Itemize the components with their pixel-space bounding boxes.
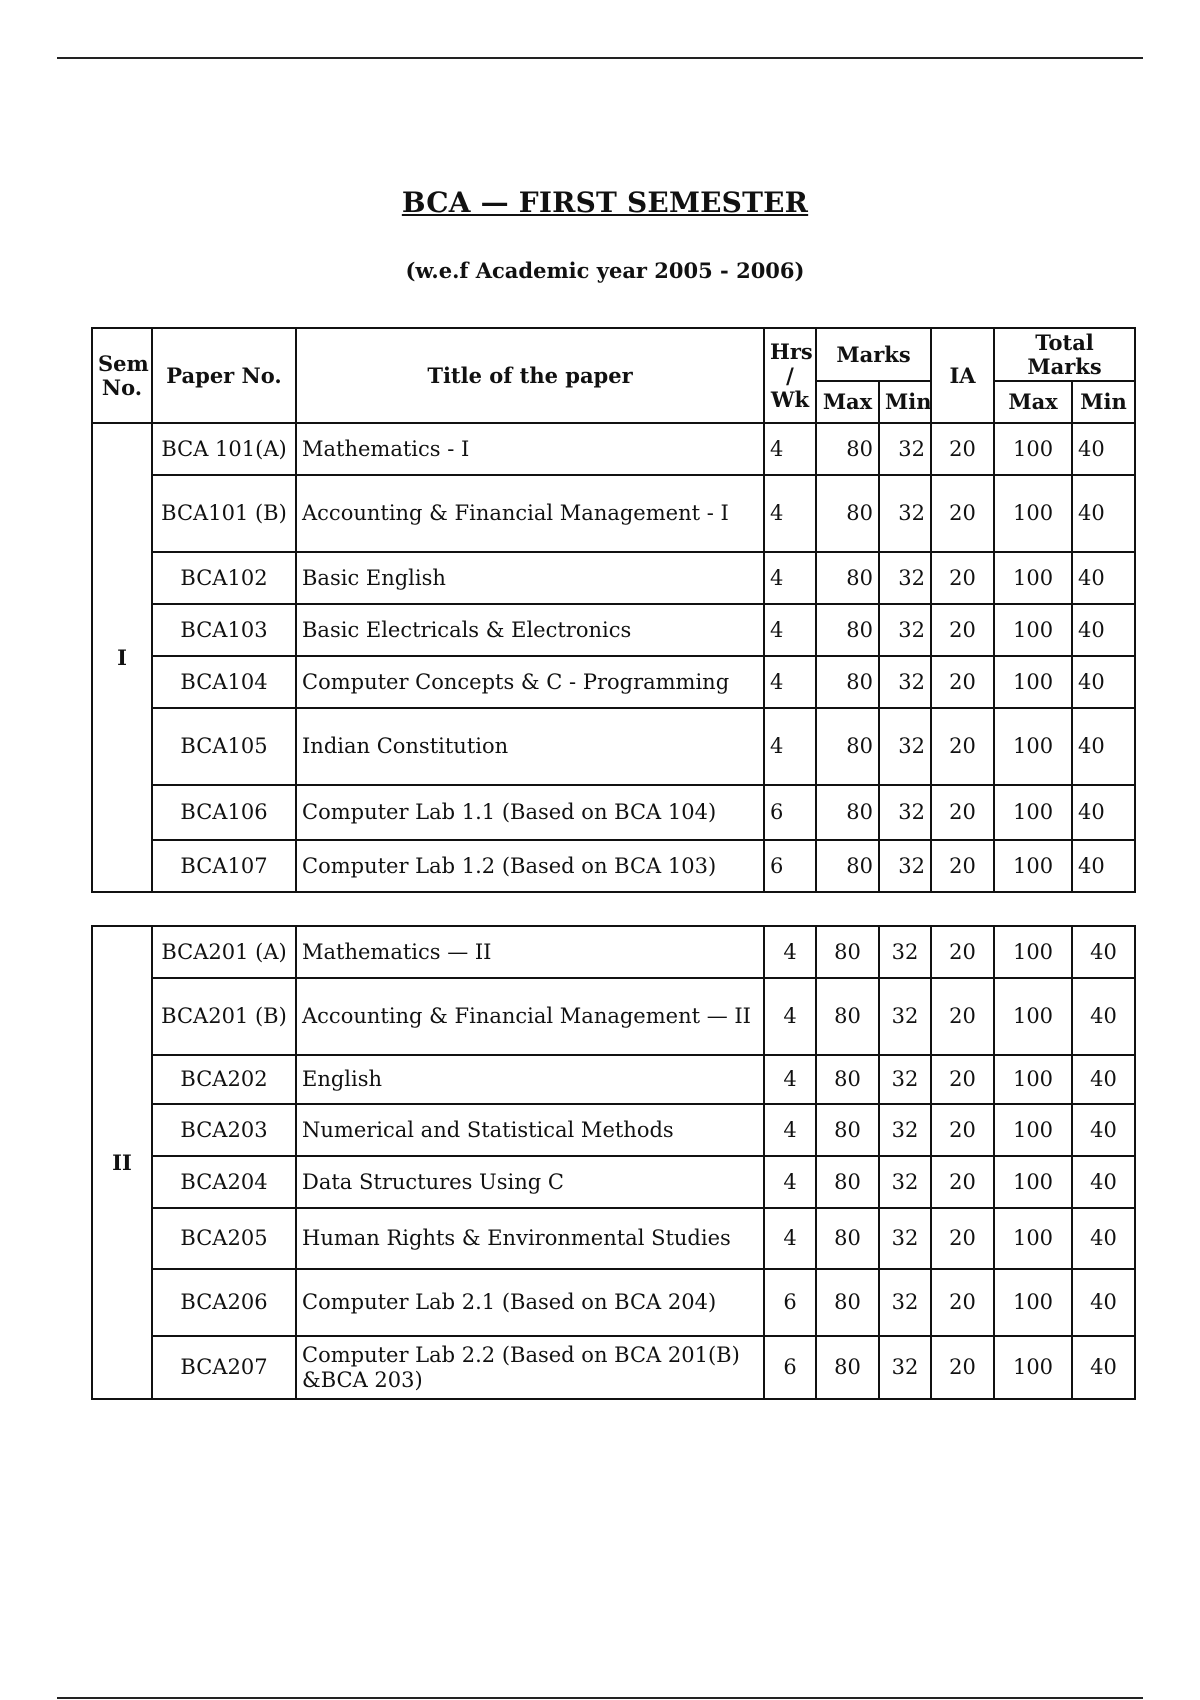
total-max-cell: 100 — [994, 1269, 1072, 1336]
header-ia: IA — [931, 328, 994, 423]
table-row — [92, 552, 1135, 604]
total-max-cell: 100 — [994, 1208, 1072, 1269]
paper-no-cell: BCA203 — [152, 1104, 296, 1156]
table-row — [92, 785, 1135, 840]
ia-cell: 20 — [931, 1104, 994, 1156]
header-sem-no: Sem No. — [92, 328, 152, 423]
total-min-cell: 40 — [1072, 604, 1135, 656]
paper-no-cell: BCA 101(A) — [152, 423, 296, 475]
marks-max-cell: 80 — [816, 1055, 879, 1104]
hrs-cell: 4 — [764, 926, 816, 978]
hrs-cell: 4 — [764, 423, 816, 475]
hrs-cell: 6 — [764, 785, 816, 840]
marks-min-cell: 32 — [879, 423, 931, 475]
paper-no-cell: BCA207 — [152, 1336, 296, 1399]
total-min-cell: 40 — [1072, 840, 1135, 892]
hrs-cell: 4 — [764, 604, 816, 656]
total-min-cell: 40 — [1072, 1336, 1135, 1399]
marks-min-cell: 32 — [879, 604, 931, 656]
paper-no-cell: BCA106 — [152, 785, 296, 840]
total-max-cell: 100 — [994, 1156, 1072, 1208]
total-max-cell: 100 — [994, 475, 1072, 552]
header-marks-min: Min — [879, 381, 931, 423]
ia-cell: 20 — [931, 423, 994, 475]
ia-cell: 20 — [931, 926, 994, 978]
marks-max-cell: 80 — [816, 656, 879, 708]
marks-max-cell: 80 — [816, 1208, 879, 1269]
table-row — [92, 475, 1135, 552]
marks-min-cell: 32 — [879, 708, 931, 785]
paper-title-cell: Mathematics - I — [296, 423, 764, 475]
hrs-cell: 4 — [764, 1104, 816, 1156]
marks-min-cell: 32 — [879, 840, 931, 892]
hrs-cell: 4 — [764, 475, 816, 552]
ia-cell: 20 — [931, 656, 994, 708]
marks-min-cell: 32 — [879, 552, 931, 604]
paper-title-cell: Accounting & Financial Management - I — [296, 475, 764, 552]
page-title: BCA — FIRST SEMESTER — [401, 186, 809, 219]
paper-title-cell: Accounting & Financial Management — II — [296, 978, 764, 1055]
table-row — [92, 1336, 1135, 1399]
total-min-cell: 40 — [1072, 1208, 1135, 1269]
header-paper-no: Paper No. — [152, 328, 296, 423]
marks-min-cell: 32 — [879, 1156, 931, 1208]
paper-no-cell: BCA201 (B) — [152, 978, 296, 1055]
total-min-cell: 40 — [1072, 926, 1135, 978]
paper-title-cell: Basic English — [296, 552, 764, 604]
paper-title-cell: Numerical and Statistical Methods — [296, 1104, 764, 1156]
paper-title-cell: English — [296, 1055, 764, 1104]
table-row — [92, 1156, 1135, 1208]
total-max-cell: 100 — [994, 552, 1072, 604]
total-min-cell: 40 — [1072, 978, 1135, 1055]
table-row — [92, 423, 1135, 475]
paper-title-cell: Human Rights & Environmental Studies — [296, 1208, 764, 1269]
marks-min-cell: 32 — [879, 1336, 931, 1399]
marks-max-cell: 80 — [816, 1269, 879, 1336]
total-min-cell: 40 — [1072, 656, 1135, 708]
hrs-cell: 4 — [764, 1208, 816, 1269]
total-max-cell: 100 — [994, 840, 1072, 892]
header-marks: Marks — [816, 328, 931, 381]
total-min-cell: 40 — [1072, 708, 1135, 785]
marks-max-cell: 80 — [816, 604, 879, 656]
paper-title-cell: Computer Lab 1.2 (Based on BCA 103) — [296, 840, 764, 892]
hrs-cell: 6 — [764, 1269, 816, 1336]
table-row — [92, 1269, 1135, 1336]
table-row — [92, 708, 1135, 785]
total-max-cell: 100 — [994, 1104, 1072, 1156]
total-min-cell: 40 — [1072, 1055, 1135, 1104]
paper-no-cell: BCA107 — [152, 840, 296, 892]
paper-title-cell: Basic Electricals & Electronics — [296, 604, 764, 656]
ia-cell: 20 — [931, 785, 994, 840]
hrs-cell: 4 — [764, 1156, 816, 1208]
marks-min-cell: 32 — [879, 785, 931, 840]
semester-1-body — [92, 423, 1135, 892]
total-min-cell: 40 — [1072, 552, 1135, 604]
paper-no-cell: BCA206 — [152, 1269, 296, 1336]
total-min-cell: 40 — [1072, 1269, 1135, 1336]
total-max-cell: 100 — [994, 1336, 1072, 1399]
top-rule — [57, 57, 1143, 59]
header-marks-max: Max — [816, 381, 879, 423]
header-row — [92, 328, 1135, 381]
header-hrs-wk: Hrs / Wk — [764, 328, 816, 423]
table-row — [92, 1208, 1135, 1269]
marks-max-cell: 80 — [816, 1336, 879, 1399]
marks-max-cell: 80 — [816, 1104, 879, 1156]
total-max-cell: 100 — [994, 978, 1072, 1055]
table-row — [92, 1104, 1135, 1156]
ia-cell: 20 — [931, 1336, 994, 1399]
header-title: Title of the paper — [296, 328, 764, 423]
header-total-max: Max — [994, 381, 1072, 423]
paper-no-cell: BCA102 — [152, 552, 296, 604]
total-max-cell: 100 — [994, 708, 1072, 785]
hrs-cell: 4 — [764, 978, 816, 1055]
total-max-cell: 100 — [994, 926, 1072, 978]
ia-cell: 20 — [931, 1208, 994, 1269]
marks-max-cell: 80 — [816, 926, 879, 978]
paper-title-cell: Indian Constitution — [296, 708, 764, 785]
ia-cell: 20 — [931, 475, 994, 552]
paper-no-cell: BCA103 — [152, 604, 296, 656]
hrs-cell: 6 — [764, 1336, 816, 1399]
page-subtitle: (w.e.f Academic year 2005 - 2006) — [405, 258, 805, 283]
paper-title-cell: Computer Lab 2.1 (Based on BCA 204) — [296, 1269, 764, 1336]
ia-cell: 20 — [931, 552, 994, 604]
marks-max-cell: 80 — [816, 708, 879, 785]
semester-number-cell: I — [92, 423, 152, 892]
total-min-cell: 40 — [1072, 1104, 1135, 1156]
marks-max-cell: 80 — [816, 1156, 879, 1208]
marks-max-cell: 80 — [816, 785, 879, 840]
marks-min-cell: 32 — [879, 1269, 931, 1336]
marks-min-cell: 32 — [879, 978, 931, 1055]
ia-cell: 20 — [931, 978, 994, 1055]
paper-no-cell: BCA201 (A) — [152, 926, 296, 978]
total-max-cell: 100 — [994, 656, 1072, 708]
semester-number-cell: II — [92, 926, 152, 1399]
ia-cell: 20 — [931, 1156, 994, 1208]
marks-min-cell: 32 — [879, 926, 931, 978]
paper-no-cell: BCA202 — [152, 1055, 296, 1104]
paper-no-cell: BCA104 — [152, 656, 296, 708]
hrs-cell: 4 — [764, 708, 816, 785]
header-total-min: Min — [1072, 381, 1135, 423]
total-min-cell: 40 — [1072, 1156, 1135, 1208]
ia-cell: 20 — [931, 840, 994, 892]
hrs-cell: 4 — [764, 1055, 816, 1104]
table-row — [92, 840, 1135, 892]
marks-max-cell: 80 — [816, 475, 879, 552]
table-row — [92, 1055, 1135, 1104]
marks-max-cell: 80 — [816, 978, 879, 1055]
marks-min-cell: 32 — [879, 1055, 931, 1104]
total-min-cell: 40 — [1072, 785, 1135, 840]
semester-1-table — [91, 327, 1136, 893]
paper-title-cell: Computer Concepts & C - Programming — [296, 656, 764, 708]
paper-title-cell: Computer Lab 2.2 (Based on BCA 201(B) &BCA 203) — [296, 1336, 764, 1399]
header-total-marks: Total Marks — [994, 328, 1135, 381]
total-max-cell: 100 — [994, 604, 1072, 656]
hrs-cell: 6 — [764, 840, 816, 892]
paper-no-cell: BCA204 — [152, 1156, 296, 1208]
total-min-cell: 40 — [1072, 475, 1135, 552]
total-max-cell: 100 — [994, 423, 1072, 475]
table-row — [92, 604, 1135, 656]
table-row — [92, 656, 1135, 708]
total-max-cell: 100 — [994, 785, 1072, 840]
bottom-rule — [57, 1697, 1143, 1699]
marks-min-cell: 32 — [879, 1104, 931, 1156]
ia-cell: 20 — [931, 708, 994, 785]
marks-max-cell: 80 — [816, 552, 879, 604]
ia-cell: 20 — [931, 1269, 994, 1336]
table-row — [92, 926, 1135, 978]
paper-title-cell: Computer Lab 1.1 (Based on BCA 104) — [296, 785, 764, 840]
paper-no-cell: BCA205 — [152, 1208, 296, 1269]
table-row — [92, 978, 1135, 1055]
hrs-cell: 4 — [764, 552, 816, 604]
hrs-cell: 4 — [764, 656, 816, 708]
marks-min-cell: 32 — [879, 475, 931, 552]
total-min-cell: 40 — [1072, 423, 1135, 475]
total-max-cell: 100 — [994, 1055, 1072, 1104]
paper-title-cell: Mathematics — II — [296, 926, 764, 978]
marks-min-cell: 32 — [879, 1208, 931, 1269]
marks-max-cell: 80 — [816, 840, 879, 892]
paper-no-cell: BCA105 — [152, 708, 296, 785]
paper-title-cell: Data Structures Using C — [296, 1156, 764, 1208]
semester-2-table — [91, 925, 1136, 1400]
marks-min-cell: 32 — [879, 656, 931, 708]
semester-2-body — [92, 926, 1135, 1399]
ia-cell: 20 — [931, 1055, 994, 1104]
marks-max-cell: 80 — [816, 423, 879, 475]
ia-cell: 20 — [931, 604, 994, 656]
paper-no-cell: BCA101 (B) — [152, 475, 296, 552]
